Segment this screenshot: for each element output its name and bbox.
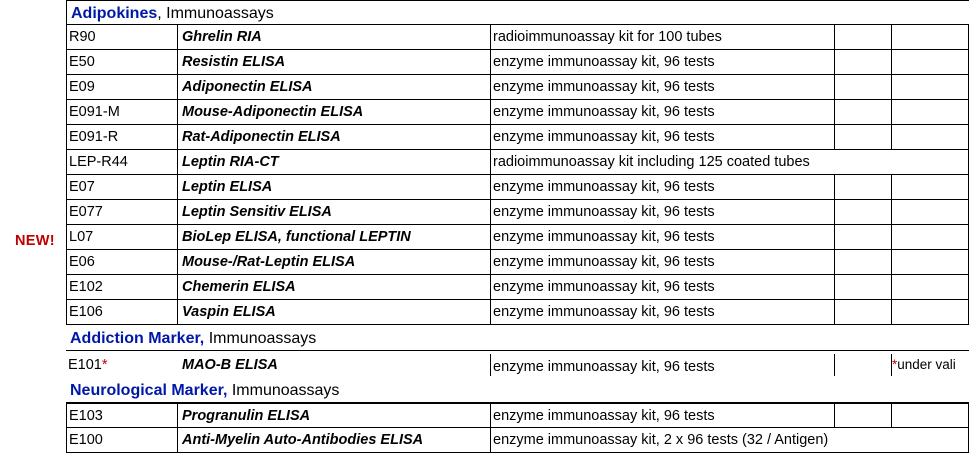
empty-cell [835, 250, 892, 275]
section-header-adipokines [66, 0, 969, 25]
product-name: Chemerin ELISA [178, 275, 491, 300]
product-description: enzyme immunoassay kit, 96 tests [491, 225, 835, 250]
product-code: E09 [66, 75, 178, 100]
empty-cell [835, 75, 892, 100]
product-code: E091-R [66, 125, 178, 150]
product-name: Ghrelin RIA [178, 25, 491, 50]
validation-asterisk: * [101, 357, 108, 373]
empty-cell [835, 354, 892, 376]
table-row [66, 250, 969, 275]
empty-cell [892, 75, 969, 100]
empty-cell [835, 300, 892, 325]
product-name: Rat-Adiponectin ELISA [178, 125, 491, 150]
empty-cell [892, 25, 969, 50]
empty-cell [835, 200, 892, 225]
product-name: Mouse-Adiponectin ELISA [178, 100, 491, 125]
table-row [66, 100, 969, 125]
product-description: enzyme immunoassay kit, 96 tests [491, 403, 835, 428]
product-name: Leptin ELISA [178, 175, 491, 200]
code-text: E101 [68, 357, 102, 373]
product-description: enzyme immunoassay kit, 96 tests [491, 200, 835, 225]
product-name: Anti-Myelin Auto-Antibodies ELISA [178, 428, 491, 453]
validation-note [892, 352, 969, 377]
table-row [66, 25, 969, 50]
product-code: E077 [66, 200, 178, 225]
section-title-bold: Neurological Marker, [70, 382, 228, 399]
product-code: E07 [66, 175, 178, 200]
product-code: E100 [66, 428, 178, 453]
product-name: Mouse-/Rat-Leptin ELISA [178, 250, 491, 275]
product-name: Vaspin ELISA [178, 300, 491, 325]
table-row [66, 175, 969, 200]
table-row [66, 275, 969, 300]
empty-cell [892, 250, 969, 275]
product-description: enzyme immunoassay kit, 96 tests [491, 175, 835, 200]
empty-cell [835, 50, 892, 75]
empty-cell [892, 300, 969, 325]
product-description: enzyme immunoassay kit, 96 tests [491, 250, 835, 275]
product-name: Progranulin ELISA [178, 403, 491, 428]
table-row [66, 200, 969, 225]
product-code [66, 352, 178, 377]
product-code: E50 [66, 50, 178, 75]
empty-cell [892, 200, 969, 225]
empty-cell [892, 275, 969, 300]
product-description: enzyme immunoassay kit, 96 tests [491, 50, 835, 75]
section-title-rest: , Immunoassays [157, 5, 274, 22]
empty-cell [835, 403, 892, 428]
product-description: enzyme immunoassay kit, 96 tests [491, 75, 835, 100]
empty-cell [835, 100, 892, 125]
section-header-addiction-marker [66, 326, 969, 351]
product-name: Leptin RIA-CT [178, 150, 491, 175]
table-row [66, 352, 969, 377]
empty-cell [892, 100, 969, 125]
product-name: Leptin Sensitiv ELISA [178, 200, 491, 225]
product-code: L07 [66, 225, 178, 250]
product-description: enzyme immunoassay kit, 96 tests [491, 354, 835, 376]
empty-cell [835, 125, 892, 150]
note-text: under vali [897, 357, 956, 372]
product-description: enzyme immunoassay kit, 96 tests [491, 100, 835, 125]
empty-cell [835, 275, 892, 300]
product-description: enzyme immunoassay kit, 96 tests [491, 125, 835, 150]
table-row [66, 125, 969, 150]
product-code: E106 [66, 300, 178, 325]
empty-cell [892, 50, 969, 75]
section-title-bold: Addiction Marker, [70, 330, 205, 347]
product-description: enzyme immunoassay kit, 2 x 96 tests (32 / Antigen) [491, 428, 969, 453]
section-title-bold: Adipokines [71, 5, 158, 22]
product-code: LEP-R44 [66, 150, 178, 175]
section-title-rest: Immunoassays [204, 330, 317, 347]
table-row [66, 428, 969, 453]
table-row [66, 50, 969, 75]
product-name: MAO-B ELISA [178, 354, 491, 376]
new-badge: NEW! [15, 233, 55, 249]
product-code: E06 [66, 250, 178, 275]
product-code: E091-M [66, 100, 178, 125]
table-row [66, 300, 969, 325]
section-header-neurological-marker [66, 378, 969, 403]
table-row [66, 403, 969, 428]
empty-cell [835, 225, 892, 250]
empty-cell [835, 175, 892, 200]
product-name: BioLep ELISA, functional LEPTIN [178, 225, 491, 250]
empty-cell [892, 125, 969, 150]
product-name: Resistin ELISA [178, 50, 491, 75]
product-code: E103 [66, 403, 178, 428]
product-description: radioimmunoassay kit including 125 coated tubes [491, 150, 969, 175]
product-description: radioimmunoassay kit for 100 tubes [491, 25, 835, 50]
empty-cell [892, 225, 969, 250]
section-title-rest: Immunoassays [227, 382, 340, 399]
product-description: enzyme immunoassay kit, 96 tests [491, 275, 835, 300]
product-name: Adiponectin ELISA [178, 75, 491, 100]
empty-cell [892, 403, 969, 428]
product-code: R90 [66, 25, 178, 50]
product-description: enzyme immunoassay kit, 96 tests [491, 300, 835, 325]
note-asterisk: * [892, 357, 898, 372]
table-row [66, 225, 969, 250]
product-code: E102 [66, 275, 178, 300]
table-row [66, 75, 969, 100]
empty-cell [835, 25, 892, 50]
table-row [66, 150, 969, 175]
empty-cell [892, 175, 969, 200]
